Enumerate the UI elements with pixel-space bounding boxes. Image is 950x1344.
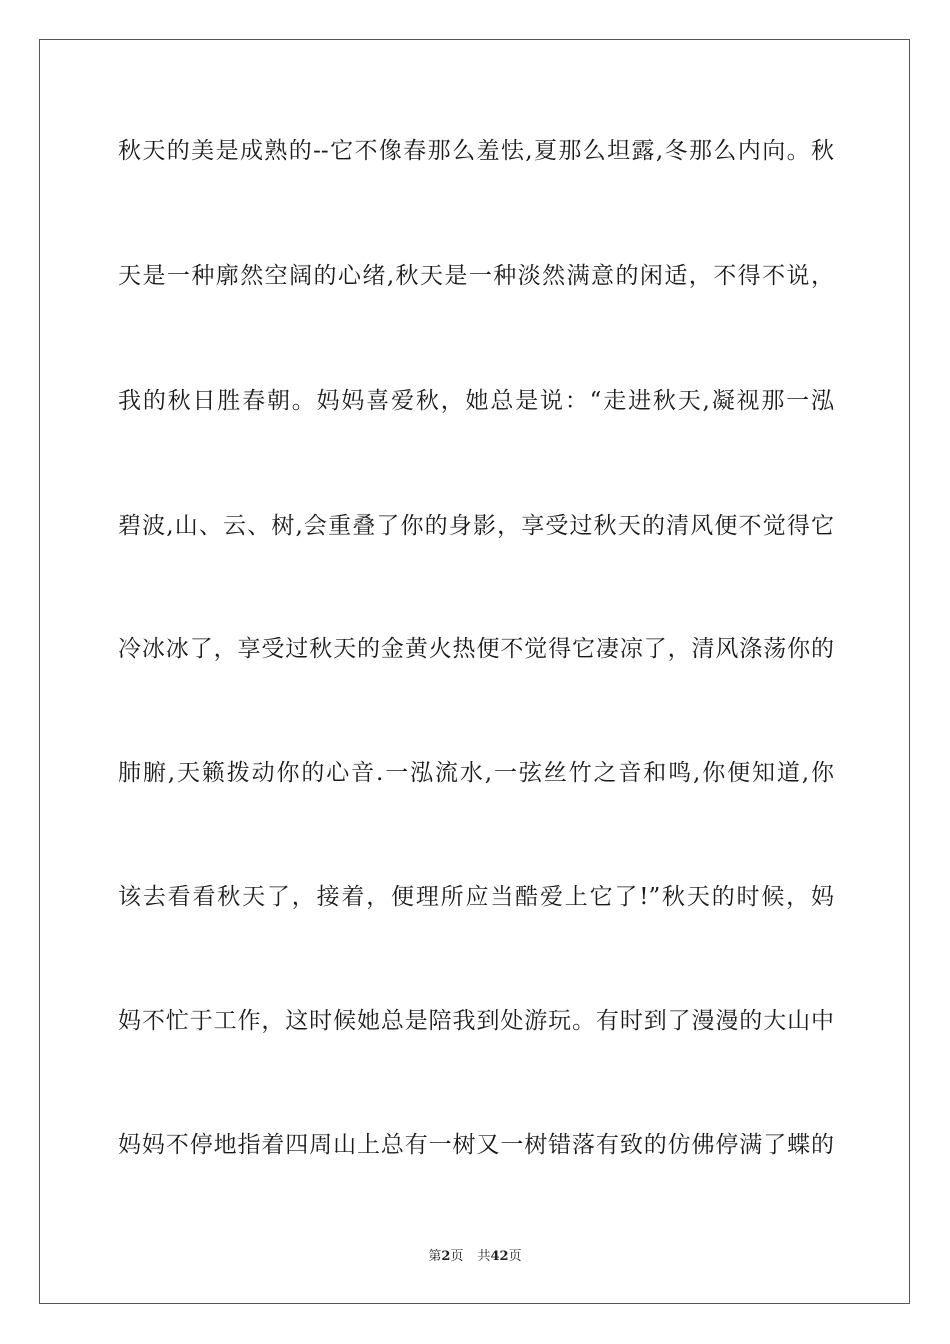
page-number: 2 bbox=[441, 1249, 451, 1264]
text-line: 妈妈不停地指着四周山上总有一树又一树错落有致的仿佛停满了蝶的 bbox=[118, 1132, 834, 1158]
text-line: 碧波,山、云、树,会重叠了你的身影，享受过秋天的清风便不觉得它 bbox=[118, 513, 834, 539]
text-line: 冷冰冰了，享受过秋天的金黄火热便不觉得它凄凉了，清风涤荡你的 bbox=[118, 636, 834, 662]
text-line: 我的秋日胜春朝。妈妈喜爱秋，她总是说：“走进秋天,凝视那一泓 bbox=[118, 388, 834, 414]
page-border bbox=[39, 39, 910, 1304]
text-line: 肺腑,天籁拨动你的心音.一泓流水,一弦丝竹之音和鸣,你便知道,你 bbox=[118, 760, 834, 786]
text-line: 该去看看秋天了，接着，便理所应当酷爱上它了!”秋天的时候，妈 bbox=[118, 884, 834, 910]
page-footer bbox=[0, 1248, 950, 1266]
page-suffix: 页 bbox=[450, 1249, 464, 1264]
text-line: 妈不忙于工作，这时候她总是陪我到处游玩。有时到了漫漫的大山中 bbox=[118, 1008, 834, 1034]
page-prefix: 第 bbox=[428, 1249, 442, 1264]
total-suffix: 页 bbox=[508, 1249, 522, 1264]
text-line: 秋天的美是成熟的--它不像春那么羞怯,夏那么坦露,冬那么内向。秋 bbox=[118, 138, 834, 164]
text-line: 天是一种廓然空阔的心绪,秋天是一种淡然满意的闲适，不得不说， bbox=[118, 263, 834, 289]
total-pages: 42 bbox=[490, 1249, 509, 1264]
total-prefix: 共 bbox=[477, 1249, 491, 1264]
